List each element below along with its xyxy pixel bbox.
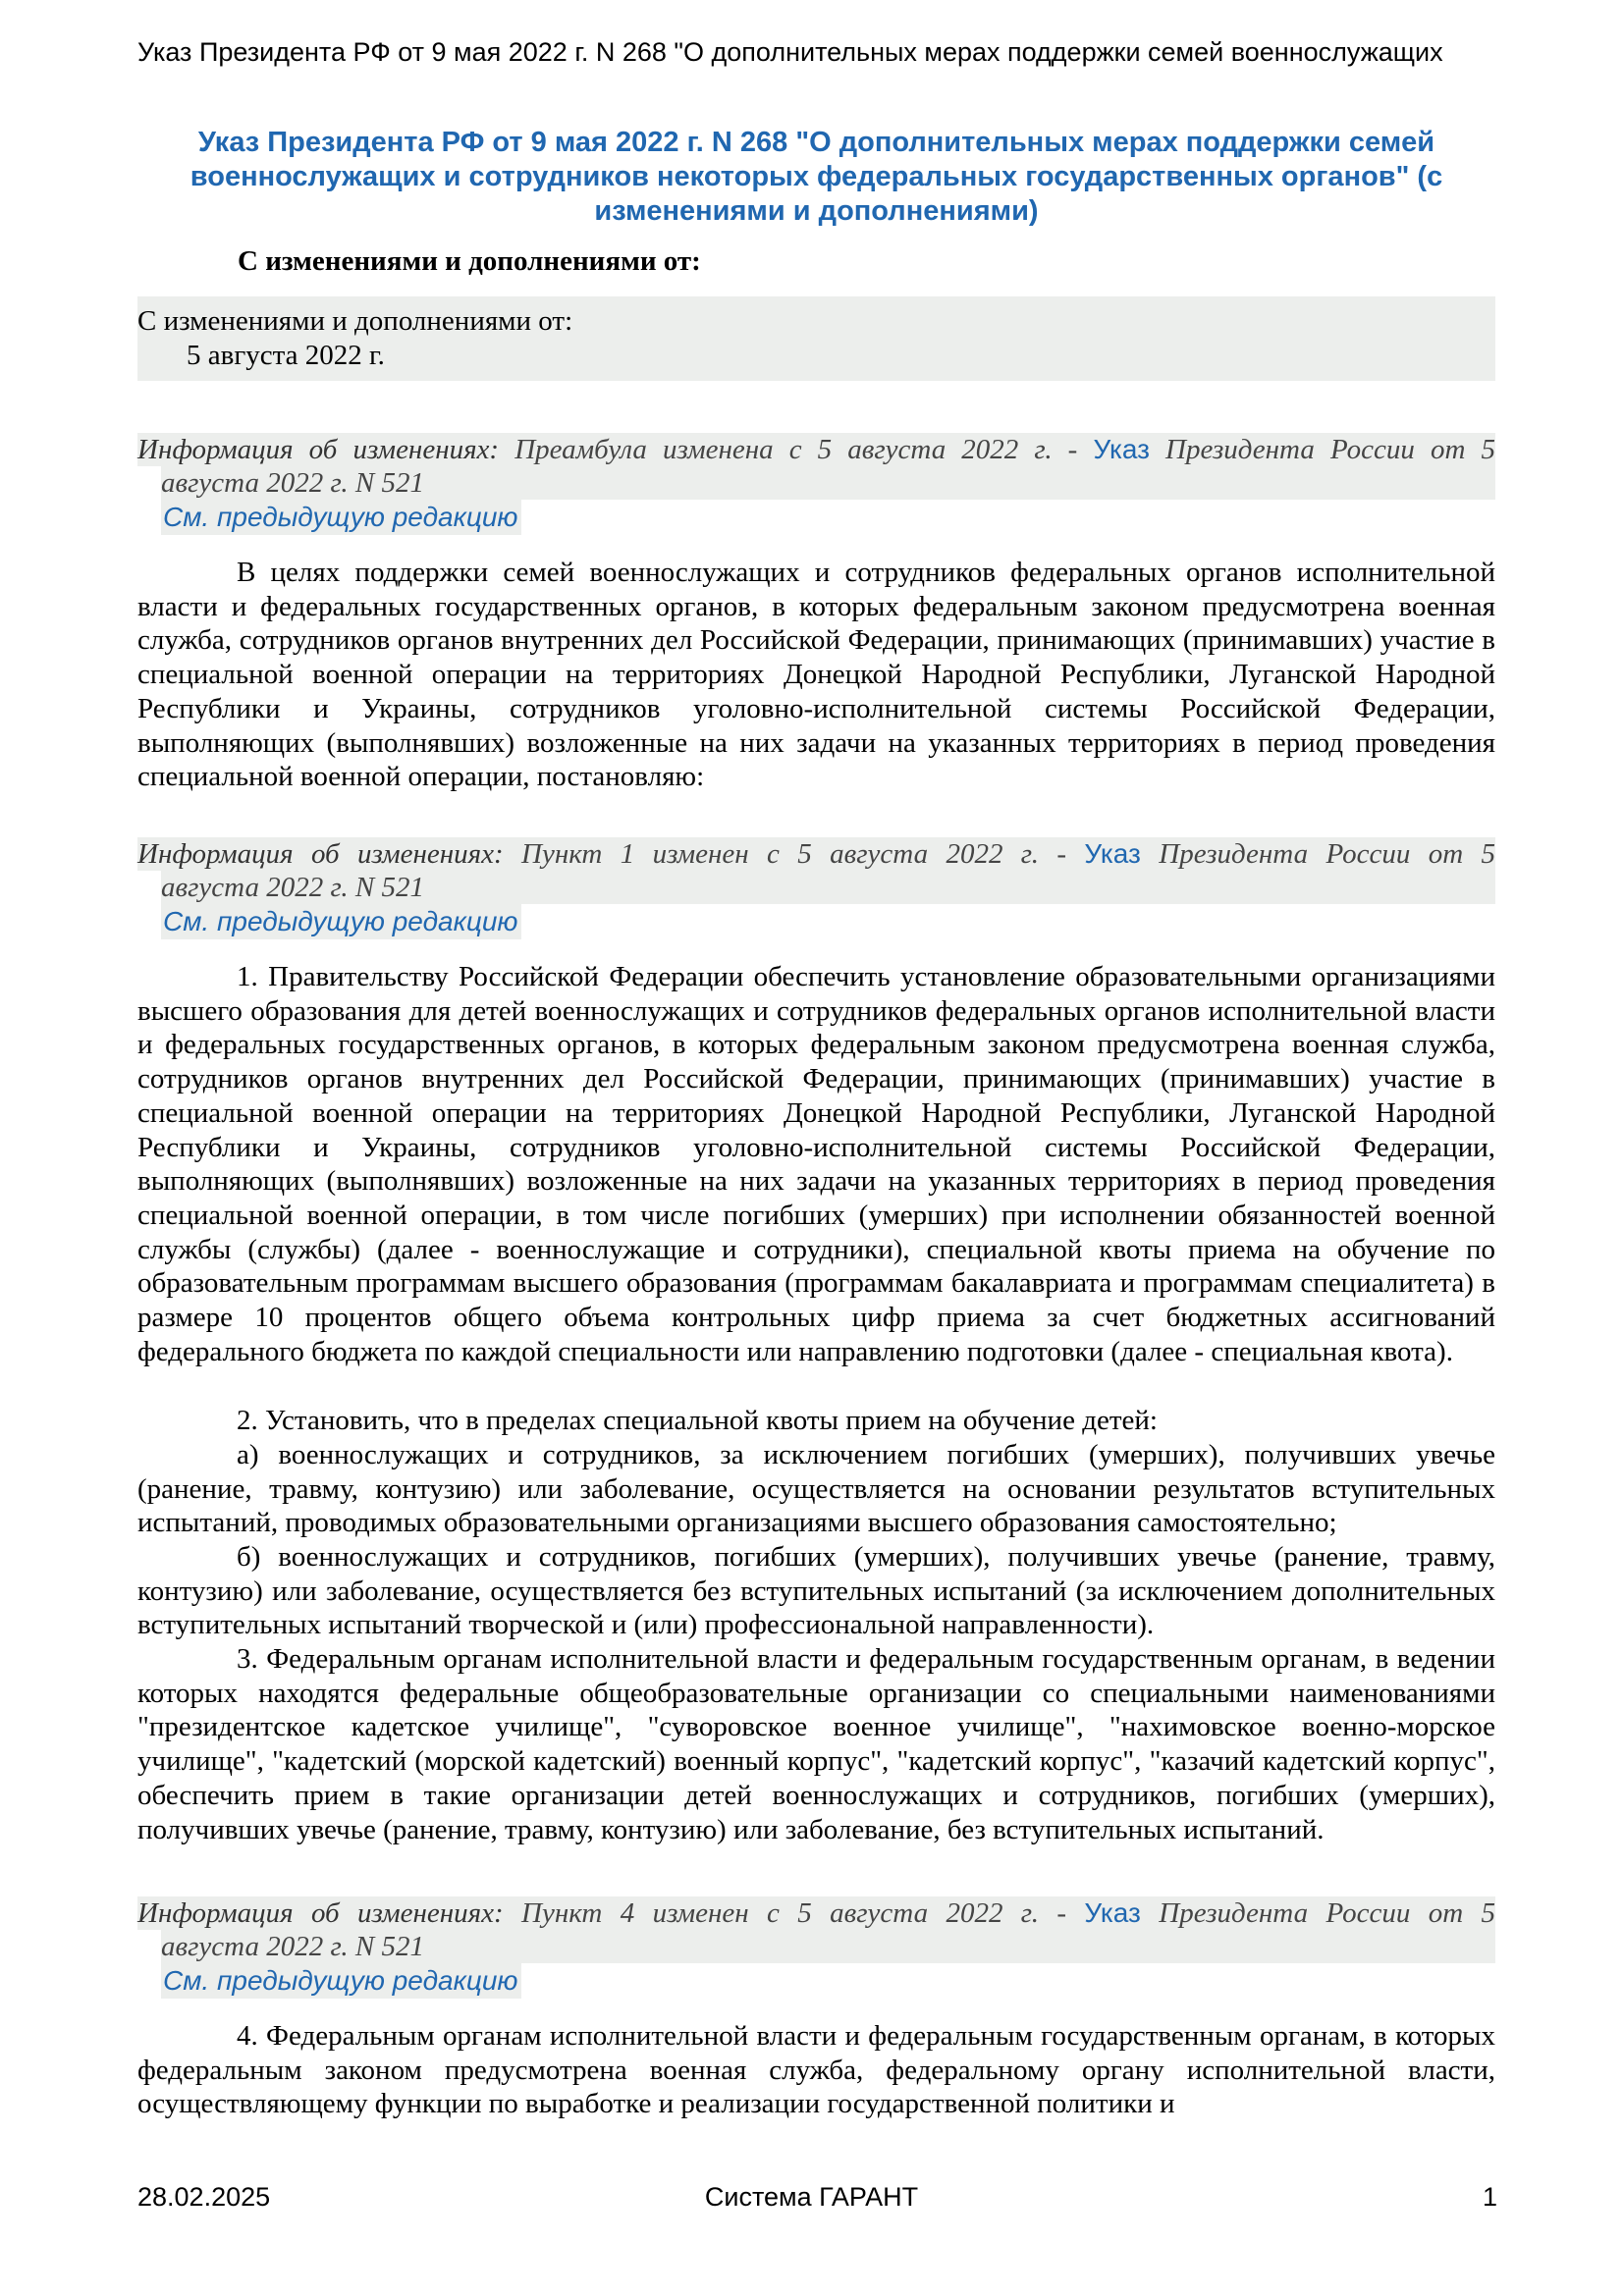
change-info-text-2: Президента России от 5 — [1159, 838, 1496, 870]
change-info-text: Пункт 1 изменен с 5 августа 2022 г. - — [521, 838, 1067, 870]
paragraph-2a: а) военнослужащих и сотрудников, за исключением погибших (умерших), получивших увечье (ранение, травму, контузию) или заболевание, осуществляется на основании результатов вступительных испытаний, проводимых образовательными организациями высшего образования самостоятельно; — [137, 1439, 1495, 1539]
footer-page-number: 1 — [1483, 2182, 1498, 2212]
changes-box-label: С изменениями и дополнениями от: — [137, 305, 573, 337]
change-info-line — [137, 837, 1495, 871]
change-info-block — [137, 837, 1495, 939]
change-info-text-2: Президента России от 5 — [1159, 1897, 1496, 1929]
preamble-paragraph: В целях поддержки семей военнослужащих и сотрудников федеральных органов исполнительной власти и федеральных государственных органов, в которых федеральным законом предусмотрена военная служба, сотрудников органов внутренних дел Российской Федерации, принимающих (принимавших) участие в специальной военной операции на территориях Донецкой Народной Республики, Луганской Народной Республики и Украины, сотрудников уголовно-исполнительной системы Российской Федерации, выполняющих (выполнявших) возложенные на них задачи на указанных территориях в период проведения специальной военной операции, постановляю: — [137, 557, 1495, 793]
footer-date: 28.02.2025 — [137, 2182, 271, 2212]
paragraph-1: 1. Правительству Российской Федерации обеспечить установление образовательными организациями высшего образования для детей военнослужащих и сотрудников федеральных органов исполнительной власти и федеральных государственных органов, в которых федеральным законом предусмотрена военная служба, сотрудников органов внутренних дел Российской Федерации, принимающих (принимавших) участие в специальной военной операции на территориях Донецкой Народной Республики, Луганской Народной Республики и Украины, сотрудников уголовно-исполнительной системы Российской Федерации, выполняющих (выполнявших) возложенные на них задачи на указанных территориях в период проведения специальной военной операции, в том числе погибших (умерших) при исполнении обязанностей военной службы (службы) (далее - военнослужащие и сотрудники), специальной квоты приема на обучение по образовательным программам высшего образования (программам бакалавриата и программам специалитета) в размере 10 процентов общего объема контрольных цифр приема за счет бюджетных ассигнований федерального бюджета по каждой специальности или направлению подготовки (далее - специальная квота). — [137, 961, 1495, 1367]
change-info-line-2: августа 2022 г. N 521 — [161, 466, 1495, 500]
changes-date-link[interactable]: 5 августа 2022 г. — [187, 340, 385, 371]
paragraph-3: 3. Федеральным органам исполнительной власти и федеральным государственным органам, в ведении которых находятся федеральные общеобразовательные организации со специальными наименованиями "президентское кадетское училище", "суворовское военное училище", "нахимовское военно-морское училище", "кадетский (морской кадетский) военный корпус", "кадетский корпус", "казачий кадетский корпус", обеспечить прием в такие организации детей военнослужащих и сотрудников, погибших (умерших), получивших увечье (ранение, травму, контузию) или заболевание, без вступительных испытаний. — [137, 1643, 1495, 1845]
change-info-block — [137, 433, 1495, 535]
change-info-text: Преамбула изменена с 5 августа 2022 г. - — [514, 434, 1078, 465]
decree-link[interactable]: Указ — [1084, 1897, 1141, 1928]
change-info-text-2: Президента России от 5 — [1165, 434, 1495, 465]
change-info-label: Информация об изменениях: — [137, 1897, 504, 1929]
change-info-line-2: августа 2022 г. N 521 — [161, 871, 1495, 904]
change-info-line — [137, 433, 1495, 466]
previous-edition-link[interactable]: См. предыдущую редакцию — [161, 500, 521, 535]
change-info-line — [137, 1896, 1495, 1930]
decree-link[interactable]: Указ — [1084, 838, 1141, 869]
previous-edition-link[interactable]: См. предыдущую редакцию — [161, 1963, 521, 1999]
paragraph-2: 2. Установить, что в пределах специальной квоты прием на обучение детей: — [237, 1405, 1158, 1436]
changes-box — [137, 296, 1495, 381]
paragraph-4: 4. Федеральным органам исполнительной власти и федеральным государственным органам, в которых федеральным законом предусмотрена военная служба, федеральному органу исполнительной власти, осуществляющему функции по выработке и реализации государственной политики и — [137, 2020, 1495, 2120]
paragraph-2b: б) военнослужащих и сотрудников, погибших (умерших), получивших увечье (ранение, травму, контузию) или заболевание, осуществляется без вступительных испытаний (за исключением дополнительных вступительных испытаний творческой и (или) профессиональной направленности). — [137, 1541, 1495, 1641]
change-info-label: Информация об изменениях: — [137, 434, 500, 465]
change-info-block — [137, 1896, 1495, 1999]
changes-heading: С изменениями и дополнениями от: — [238, 245, 701, 277]
change-info-label: Информация об изменениях: — [137, 838, 504, 870]
decree-link[interactable]: Указ — [1093, 434, 1150, 464]
footer-system: Система ГАРАНТ — [704, 2182, 919, 2212]
change-info-line-2: августа 2022 г. N 521 — [161, 1930, 1495, 1963]
document-title[interactable]: Указ Президента РФ от 9 мая 2022 г. N 268 "О дополнительных мерах поддержки семей военнослужащих и сотрудников некоторых федеральных государственных органов" (с изменениями и дополнениями) — [189, 127, 1443, 227]
running-header: Указ Президента РФ от 9 мая 2022 г. N 268 "О дополнительных мерах поддержки семей военнослужащих — [137, 37, 1443, 67]
previous-edition-link[interactable]: См. предыдущую редакцию — [161, 904, 521, 939]
change-info-text: Пункт 4 изменен с 5 августа 2022 г. - — [521, 1897, 1067, 1929]
